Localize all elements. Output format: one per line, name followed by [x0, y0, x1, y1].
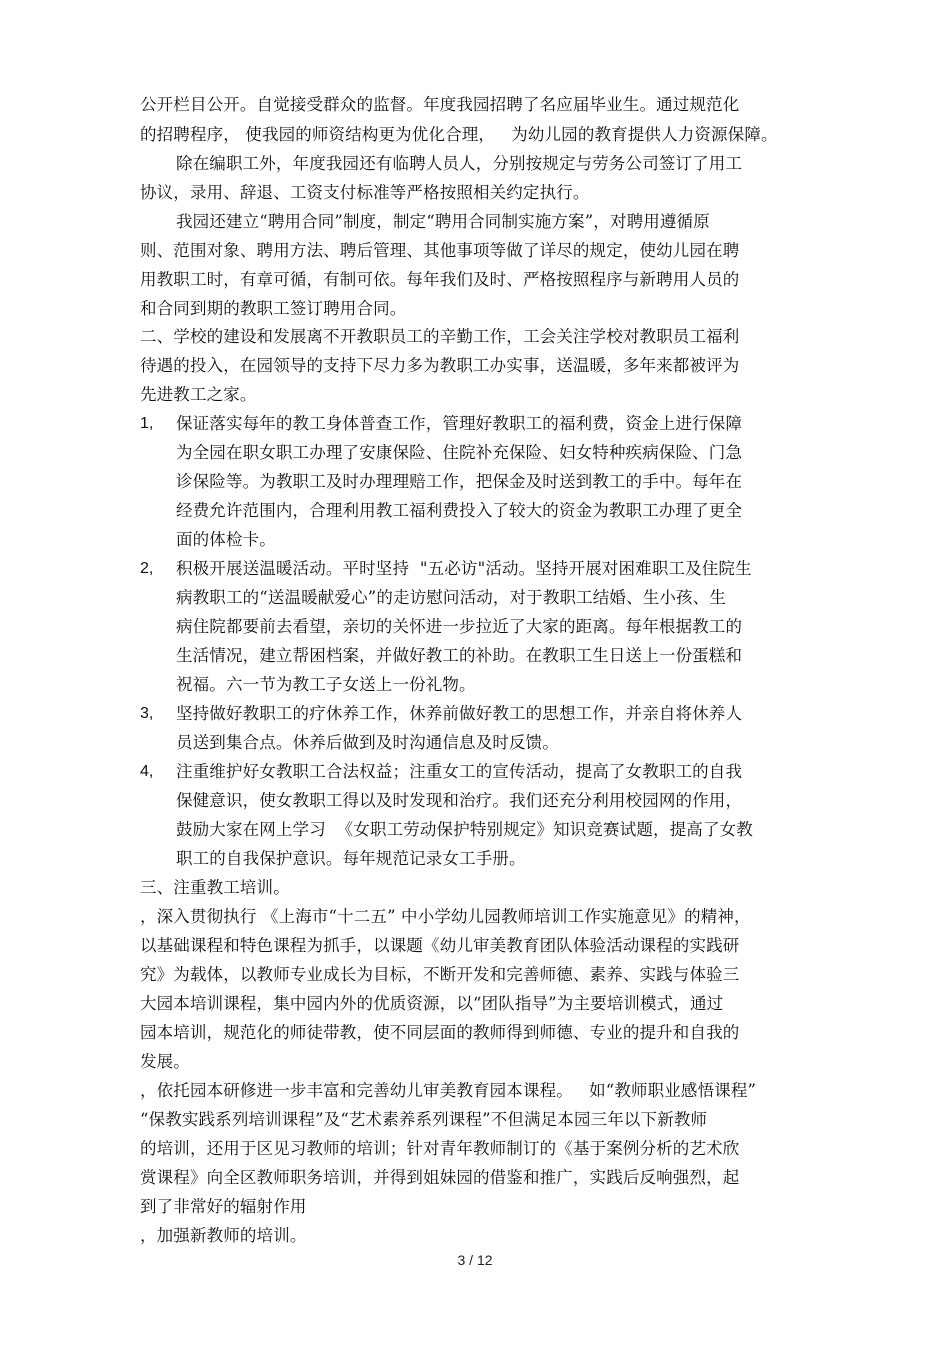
text-line: 先进教工之家。	[140, 385, 257, 404]
text-line: 协议，录用、辞退、工资支付标准等严格按照相关约定执行。	[140, 183, 590, 202]
text-line: 用教职工时，有章可循，有制可依。每年我们及时、严格按照程序与新聘用人员的	[140, 270, 740, 289]
text-line: 大园本培训课程，集中园内外的优质资源，以“团队指导”为主要培训模式，通过	[140, 994, 724, 1013]
text-line: 经费允许范围内，合理利用教工福利费投入了较大的资金为教职工办理了更全	[176, 501, 743, 520]
text-line: ，加强新教师的培训。	[140, 1226, 307, 1245]
text-line: 的培训，还用于区见习教师的培训；针对青年教师制订的《基于案例分析的艺术欣	[140, 1139, 740, 1158]
text-line: 面的体检卡。	[176, 530, 276, 549]
list-item-number: 2,	[140, 560, 154, 577]
list-item-number: 4,	[140, 763, 154, 780]
text-line: 发展。	[140, 1052, 190, 1071]
text-line: 积极开展送温暖活动。平时坚持 "五必访"活动。坚持开展对困难职工及住院生	[176, 559, 752, 578]
text-line: 坚持做好教职工的疗休养工作，休养前做好教工的思想工作，并亲自将休养人	[176, 704, 743, 723]
text-line: 病住院都要前去看望，亲切的关怀进一步拉近了大家的距离。每年根据教工的	[176, 617, 743, 636]
text-line: 的招聘程序， 使我园的师资结构更为优化合理， 为幼儿园的教育提供人力资源保障。	[140, 125, 778, 144]
text-line: 究》为载体，以教师专业成长为目标，不断开发和完善师德、素养、实践与体验三	[140, 965, 740, 984]
section-heading: 三、注重教工培训。	[140, 878, 290, 897]
text-line: “保教实践系列培训课程”及“艺术素养系列课程”不但满足本园三年以下新教师	[140, 1110, 708, 1129]
section-heading: 二、学校的建设和发展离不开教职员工的辛勤工作，工会关注学校对教职员工福利	[140, 327, 740, 346]
text-line: 则、范围对象、聘用方法、聘后管理、其他事项等做了详尽的规定，使幼儿园在聘	[140, 241, 740, 260]
text-line: 和合同到期的教职工签订聘用合同。	[140, 299, 407, 318]
text-line: 保健意识，使女教职工得以及时发现和治疗。我们还充分利用校园网的作用，	[176, 791, 743, 810]
text-line: ，依托园本研修进一步丰富和完善幼儿审美教育园本课程。 如“教师职业感悟课程”	[140, 1081, 757, 1100]
text-line: ，深入贯彻执行 《上海市“十二五” 中小学幼儿园教师培训工作实施意见》的精神，	[140, 907, 751, 926]
text-line: 生活情况，建立帮困档案，并做好教工的补助。在教职工生日送上一份蛋糕和	[176, 646, 743, 665]
text-line: 公开栏目公开。自觉接受群众的监督。年度我园招聘了名应届毕业生。通过规范化	[140, 95, 740, 114]
text-line: 注重维护好女教职工合法权益；注重女工的宣传活动，提高了女教职工的自我	[176, 762, 743, 781]
text-line: 鼓励大家在网上学习 《女职工劳动保护特别规定》知识竞赛试题，提高了女教	[176, 820, 753, 839]
text-line: 祝福。六一节为教工子女送上一份礼物。	[176, 675, 476, 694]
text-line: 职工的自我保护意识。每年规范记录女工手册。	[176, 849, 526, 868]
text-line: 除在编职工外，年度我园还有临聘人员人，分别按规定与劳务公司签订了用工	[176, 154, 743, 173]
text-line: 以基础课程和特色课程为抓手，以课题《幼儿审美教育团队体验活动课程的实践研	[140, 936, 740, 955]
text-line: 赏课程》向全区教师职务培训，并得到姐妹园的借鉴和推广，实践后反响强烈，起	[140, 1168, 740, 1187]
page-number: 3 / 12	[457, 1252, 493, 1268]
text-line: 园本培训，规范化的师徒带教，使不同层面的教师得到师德、专业的提升和自我的	[140, 1023, 740, 1042]
text-line: 员送到集合点。休养后做到及时沟通信息及时反馈。	[176, 733, 559, 752]
text-line: 我园还建立“聘用合同”制度，制定“聘用合同制实施方案”，对聘用遵循原	[176, 212, 710, 231]
text-line: 保证落实每年的教工身体普查工作，管理好教职工的福利费，资金上进行保障	[176, 414, 743, 433]
text-line: 到了非常好的辐射作用	[140, 1197, 307, 1216]
text-line: 病教职工的“送温暖献爱心”的走访慰问活动，对于教职工结婚、生小孩、生	[176, 588, 726, 607]
text-line: 待遇的投入，在园领导的支持下尽力多为教职工办实事，送温暖，多年来都被评为	[140, 356, 740, 375]
text-line: 为全园在职女职工办理了安康保险、住院补充保险、妇女特种疾病保险、门急	[176, 443, 743, 462]
list-item-number: 3,	[140, 705, 154, 722]
text-line: 诊保险等。为教职工及时办理理赔工作，把保金及时送到教工的手中。每年在	[176, 472, 743, 491]
list-item-number: 1,	[140, 415, 154, 432]
